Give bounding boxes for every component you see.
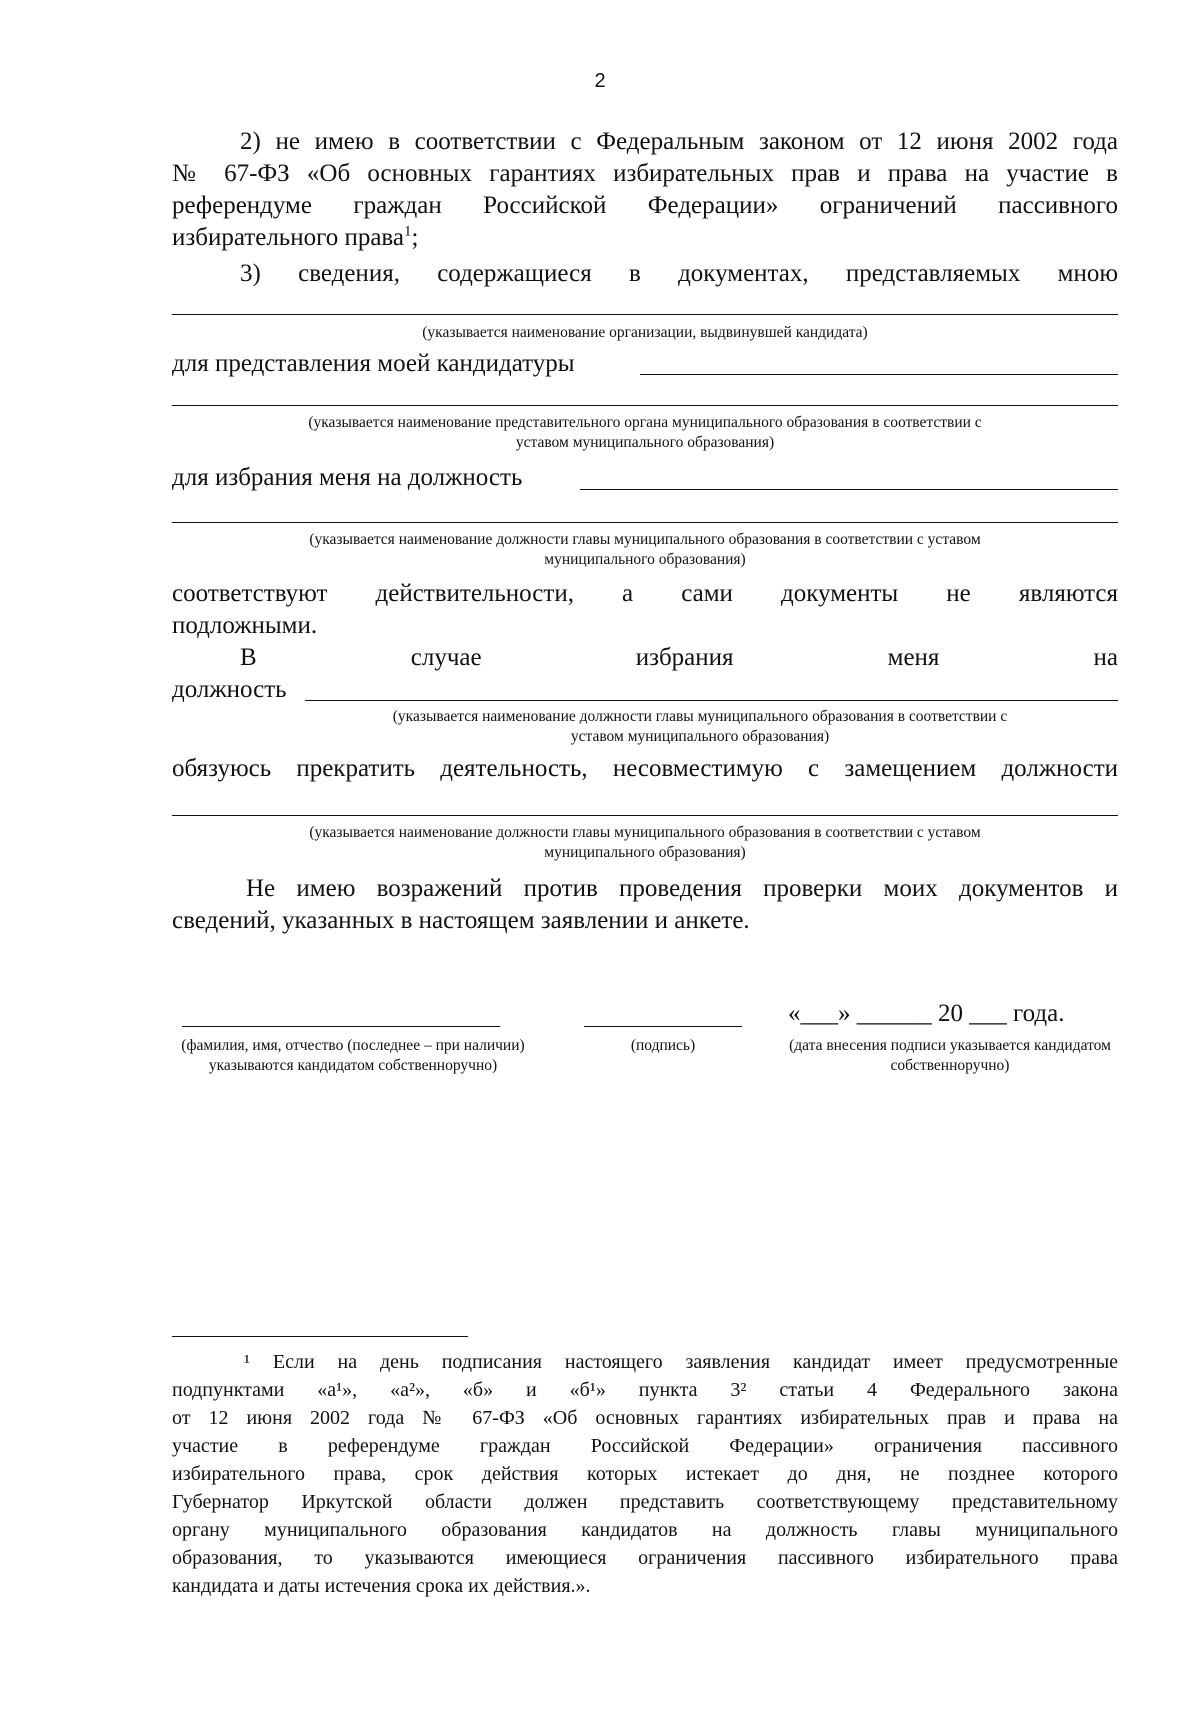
forged-line: подложными. <box>172 612 318 639</box>
blank-line-organization <box>172 314 1118 315</box>
hint-organization: (указывается наименование организации, выдвинувшей кандидата) <box>422 324 868 341</box>
page-number: 2 <box>594 70 606 92</box>
item2-line3: референдуме граждан Российской Федерации» ограничений пассивного <box>172 192 1118 219</box>
conform-line: соответствуют действительности, а сами документы не являются <box>172 580 1118 607</box>
footnote-line5: избирательного права, срок действия которых истекает до дня, не позднее которого <box>172 1463 1118 1485</box>
label-post: должность <box>172 676 287 703</box>
item2-line4-end: ; <box>411 224 419 251</box>
footnote-line8: образования, то указываются имеющиеся ограничения пассивного избирательного права <box>172 1547 1118 1569</box>
footnote-line6: Губернатор Иркутской области должен представить соответствующему представительному <box>172 1491 1118 1513</box>
item2-line2: № 67-ФЗ «Об основных гарантиях избирательных прав и права на участие в <box>172 160 1118 187</box>
footnote-line1-text: Если на день подписания настоящего заявления кандидат имеет предусмотренные <box>272 1351 1119 1373</box>
footnote-line2: подпунктами «а¹», «а²», «б» и «б¹» пункта 3² статьи 4 Федерального закона <box>172 1379 1118 1401</box>
hint-case-post-1: (указывается наименование должности главы муниципального образования в соответствии с <box>392 708 1008 725</box>
blank-line-representative-body <box>172 405 1118 406</box>
hint-date: (дата внесения подписи указывается кандидатом собственноручно) <box>789 1037 1111 1074</box>
hint-case-post-2: уставом муниципального образования) <box>570 728 830 745</box>
footnote-ref: 1 <box>404 223 412 240</box>
footnote-separator <box>172 1336 468 1337</box>
signature-line <box>584 1026 742 1027</box>
blank-line-candidacy <box>640 374 1118 375</box>
hint-signature: (подпись) <box>630 1037 696 1054</box>
footnote-line1 <box>244 1348 1118 1376</box>
item2-line1: 2) не имею в соответствии с Федеральным законом от 12 июня 2002 года <box>240 128 1118 155</box>
blank-line-post <box>172 522 1118 523</box>
footnote-line9: кандидата и даты истечения срока их действия.». <box>172 1575 591 1597</box>
label-for-election: для избрания меня на должность <box>172 464 523 491</box>
hint-post-1: (указывается наименование должности главы муниципального образования в соответствии с уставом <box>309 531 981 548</box>
item2-line4-text: избирательного права <box>172 224 405 251</box>
hint-oblige-post-2: муниципального образования) <box>544 844 746 861</box>
name-line <box>182 1026 500 1027</box>
item2-line4 <box>172 222 418 254</box>
footnote-line7: органу муниципального образования кандидатов на должность главы муниципального <box>172 1519 1118 1541</box>
label-for-candidacy: для представления моей кандидатуры <box>172 350 575 377</box>
blank-line-case-post <box>305 700 1118 701</box>
election-case-line: В случае избрания меня на <box>240 644 1118 671</box>
blank-line-oblige-post <box>172 815 1118 816</box>
no-objection-line2: сведений, указанных в настоящем заявлении и анкете. <box>172 907 750 934</box>
hint-oblige-post-1: (указывается наименование должности главы муниципального образования в соответствии с уставом <box>309 824 981 841</box>
hint-representative-body-1: (указывается наименование представительного органа муниципального образования в соответствии с <box>308 414 982 431</box>
oblige-line: обязуюсь прекратить деятельность, несовместимую с замещением должности <box>172 755 1118 782</box>
blank-line-election-post <box>580 489 1118 490</box>
hint-name: (фамилия, имя, отчество (последнее – при наличии) указываются кандидатом собственноручно) <box>181 1037 525 1074</box>
no-objection-line1: Не имею возражений против проведения проверки моих документов и <box>246 875 1118 902</box>
footnote-line3: от 12 июня 2002 года № 67-ФЗ «Об основных гарантиях избирательных прав и права на <box>172 1407 1118 1429</box>
footnote-mark: ¹ <box>244 1351 250 1373</box>
hint-representative-body-2: уставом муниципального образования) <box>515 434 775 451</box>
hint-post-2: муниципального образования) <box>544 551 746 568</box>
footnote-line4: участие в референдуме граждан Российской Федерации» ограничения пассивного <box>172 1435 1118 1457</box>
item3-line1: 3) сведения, содержащиеся в документах, представляемых мною <box>240 260 1118 287</box>
date-line: «___» ______ 20 ___ года. <box>788 1000 1065 1027</box>
